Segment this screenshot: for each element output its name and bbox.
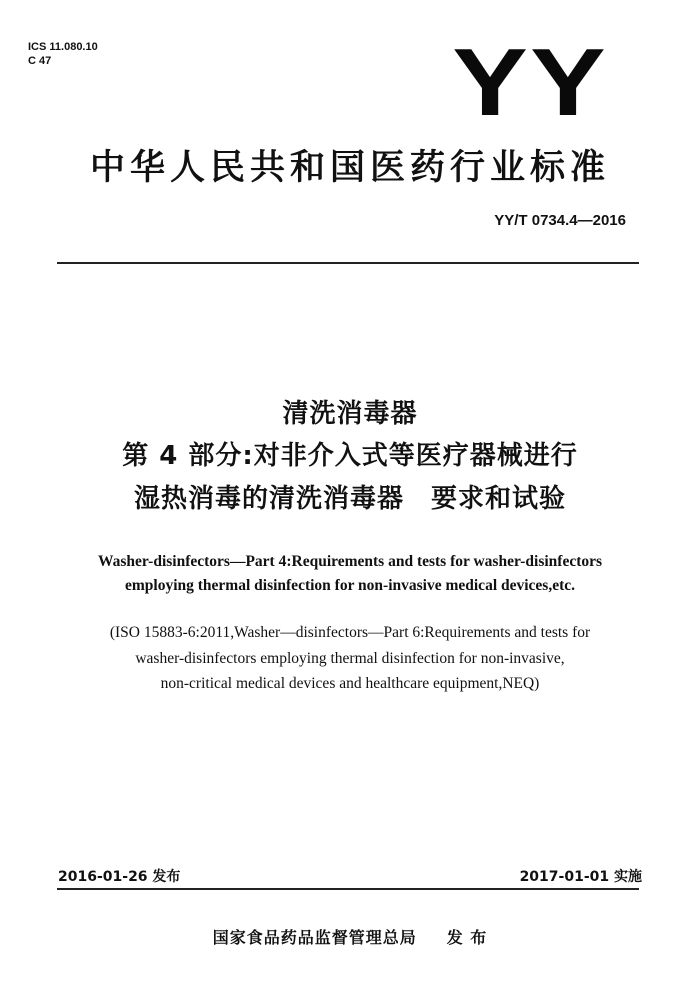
title-cn-line1: 清洗消毒器: [282, 399, 418, 429]
title-cn-line3: 湿热消毒的清洗消毒器 要求和试验: [133, 484, 566, 514]
iso-reference-line3: non-critical medical devices and healthcare equipment,NEQ): [160, 675, 540, 692]
iso-reference-line2: washer-disinfectors employing thermal disinfection for non-invasive,: [135, 650, 565, 667]
ccs-number: C 47: [28, 55, 52, 67]
ics-number: ICS 11.080.10: [28, 41, 98, 53]
organization-title: 中华人民共和国医药行业标准: [89, 148, 610, 188]
issuer-name: 国家食品药品监督管理总局: [212, 928, 417, 947]
title-en-line2: employing thermal disinfection for non-invasive medical devices,etc.: [124, 577, 576, 594]
ics-code: [28, 40, 98, 68]
yy-logo: YY: [452, 29, 608, 136]
implement-date: 2017-01-01 实施: [519, 869, 642, 885]
issuer-line: [0, 925, 700, 948]
standard-number: YY/T 0734.4—2016: [494, 212, 626, 229]
issue-label: 发 布: [446, 928, 488, 947]
publish-date: 2016-01-26 发布: [58, 869, 181, 885]
iso-reference-line1: (ISO 15883-6:2011,Washer—disinfectors—Part 6:Requirements and tests for: [109, 624, 591, 641]
header-divider: [57, 262, 639, 264]
footer-divider: [57, 888, 639, 890]
title-en-line1: Washer-disinfectors—Part 4:Requirements and tests for washer-disinfectors: [97, 553, 603, 570]
title-cn-line2: 第 4 部分:对非介入式等医疗器械进行: [122, 441, 578, 471]
